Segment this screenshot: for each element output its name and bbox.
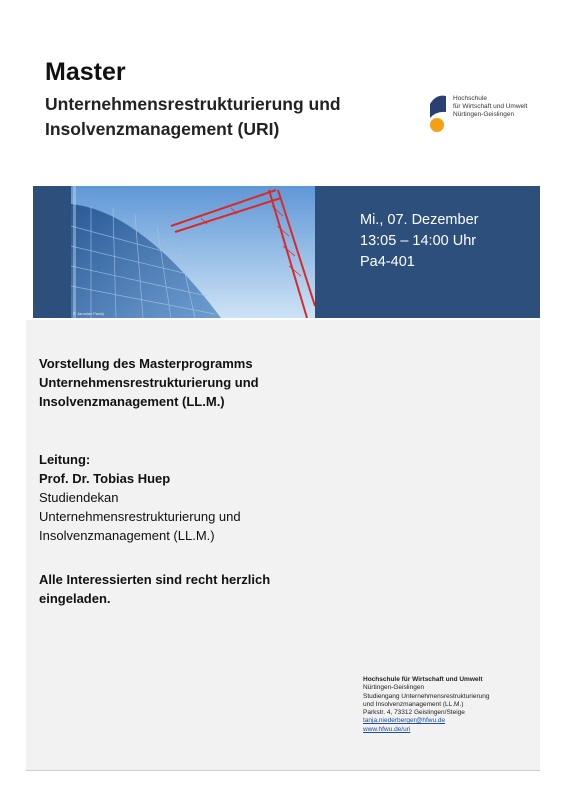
contact-footer <box>363 676 489 734</box>
lead-section <box>39 450 241 545</box>
subtitle-line: Insolvenzmanagement (URI) <box>45 119 280 139</box>
invitation-line: Alle Interessierten sind recht herzlich <box>39 572 271 587</box>
footer-location: Nürtingen-Geislingen <box>363 684 425 692</box>
building-crane-photo <box>71 186 315 318</box>
program-headline <box>39 354 259 411</box>
poster-title: Master <box>45 58 126 86</box>
poster-body <box>26 320 540 770</box>
subtitle-line: Unternehmensrestrukturierung und <box>45 94 341 114</box>
headline-line: Vorstellung des Masterprogramms <box>39 356 253 371</box>
bottom-divider <box>26 770 540 771</box>
event-date: Mi., 07. Dezember <box>360 212 479 228</box>
event-poster <box>26 30 540 770</box>
headline-line: Unternehmensrestrukturierung und <box>39 375 259 390</box>
photo-credit: © Jaroslav Pachý <box>73 311 105 316</box>
lead-program-line: Unternehmensrestrukturierung und <box>39 509 241 524</box>
program-website-link[interactable]: www.hfwu.de/uri <box>363 725 411 733</box>
lead-role: Studiendekan <box>39 490 119 505</box>
university-logo <box>426 92 536 136</box>
headline-line: Insolvenzmanagement (LL.M.) <box>39 394 225 409</box>
footer-program: Studiengang Unternehmensrestrukturierung <box>363 692 490 700</box>
logo-text-line: Hochschule <box>453 95 487 102</box>
event-details <box>360 210 478 273</box>
invitation-line: eingeladen. <box>39 591 111 606</box>
logo-mark-icon <box>426 92 452 136</box>
lead-program-line: Insolvenzmanagement (LL.M.) <box>39 528 215 543</box>
logo-text-line: für Wirtschaft und Umwelt <box>453 103 528 110</box>
contact-email-link[interactable]: tanja.niederberger@hfwu.de <box>363 717 446 725</box>
lead-label: Leitung: <box>39 452 91 467</box>
logo-text-line: Nürtingen-Geislingen <box>453 111 515 118</box>
invitation-text <box>39 570 270 608</box>
logo-wordmark <box>453 95 527 119</box>
event-time: 13:05 – 14:00 Uhr <box>360 233 477 249</box>
lead-name: Prof. Dr. Tobias Huep <box>39 471 171 486</box>
poster-subtitle <box>45 92 341 142</box>
footer-program: und Insolvenzmanagement (LL.M.) <box>363 700 464 708</box>
poster-header <box>26 30 540 184</box>
footer-address: Parkstr. 4, 73312 Geislingen/Steige <box>363 709 465 717</box>
footer-institution: Hochschule für Wirtschaft und Umwelt <box>363 676 483 683</box>
event-room: Pa4-401 <box>360 254 415 270</box>
event-banner <box>33 186 540 318</box>
